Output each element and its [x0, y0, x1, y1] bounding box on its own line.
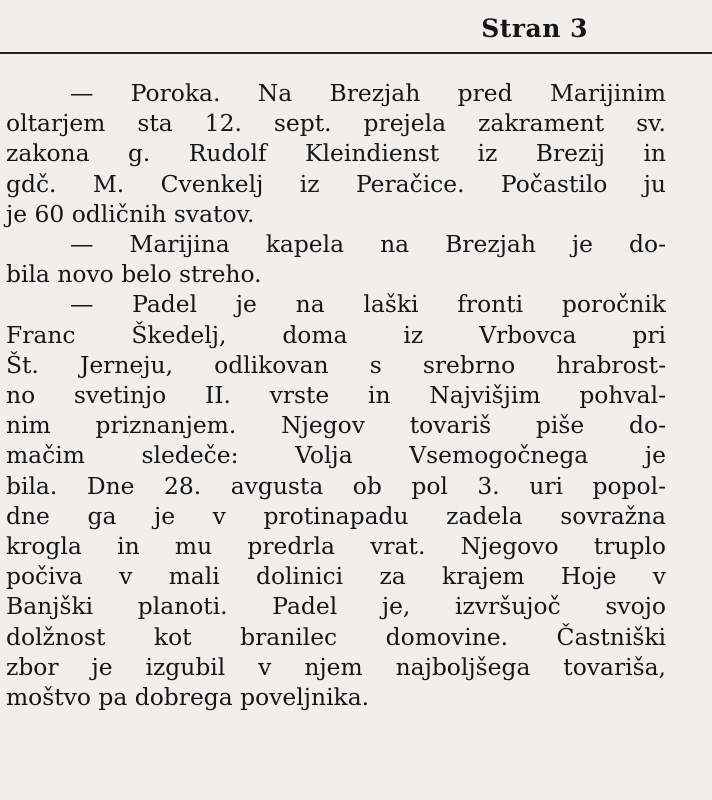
- text-line: — Padel je na laški fronti poročnik: [70, 290, 666, 319]
- text-line: Franc Škedelj, doma iz Vrbovca pri: [6, 320, 666, 349]
- text-line: krogla in mu predrla vrat. Njegovo truplo: [6, 532, 666, 561]
- text-line: je 60 odličnih svatov.: [6, 199, 255, 228]
- text-line: bila novo belo streho.: [6, 260, 262, 289]
- text-line: dolžnost kot branilec domovine. Častniški: [6, 622, 666, 651]
- text-line: gdč. M. Cvenkelj iz Peračice. Počastilo ju: [6, 169, 666, 198]
- paragraph-kapela: [6, 229, 666, 289]
- text-line: mačim sledeče: Volja Vsemogočnega je: [6, 441, 666, 470]
- text-line: oltarjem sta 12. sept. prejela zakrament sv.: [6, 109, 666, 138]
- text-line: zbor je izgubil v njem najboljšega tovariša,: [6, 652, 666, 681]
- page-number-header: Stran 3: [481, 14, 588, 43]
- text-line: moštvo pa dobrega poveljnika.: [6, 683, 370, 712]
- text-line: — Poroka. Na Brezjah pred Marijinim: [70, 79, 666, 107]
- text-line: bila. Dne 28. avgusta ob pol 3. uri popol-: [6, 471, 666, 500]
- text-line: Št. Jerneju, odlikovan s srebrno hrabrost-: [6, 350, 666, 379]
- text-line: nim priznanjem. Njegov tovariš piše do-: [6, 411, 666, 440]
- text-line: no svetinjo II. vrste in Najvišjim pohval-: [6, 381, 666, 410]
- text-line: počiva v mali dolinici za krajem Hoje v: [6, 562, 666, 591]
- header-rule: [0, 52, 712, 54]
- paragraph-padel: [6, 289, 666, 712]
- paragraph-poroka: [6, 78, 666, 229]
- text-line: dne ga je v protinapadu zadela sovražna: [6, 501, 666, 530]
- article-column: [6, 78, 666, 712]
- text-line: Banjški planoti. Padel je, izvršujoč svojo: [6, 592, 666, 621]
- text-line: zakona g. Rudolf Kleindienst iz Brezij in: [6, 139, 666, 168]
- text-line: — Marijina kapela na Brezjah je do-: [70, 230, 666, 259]
